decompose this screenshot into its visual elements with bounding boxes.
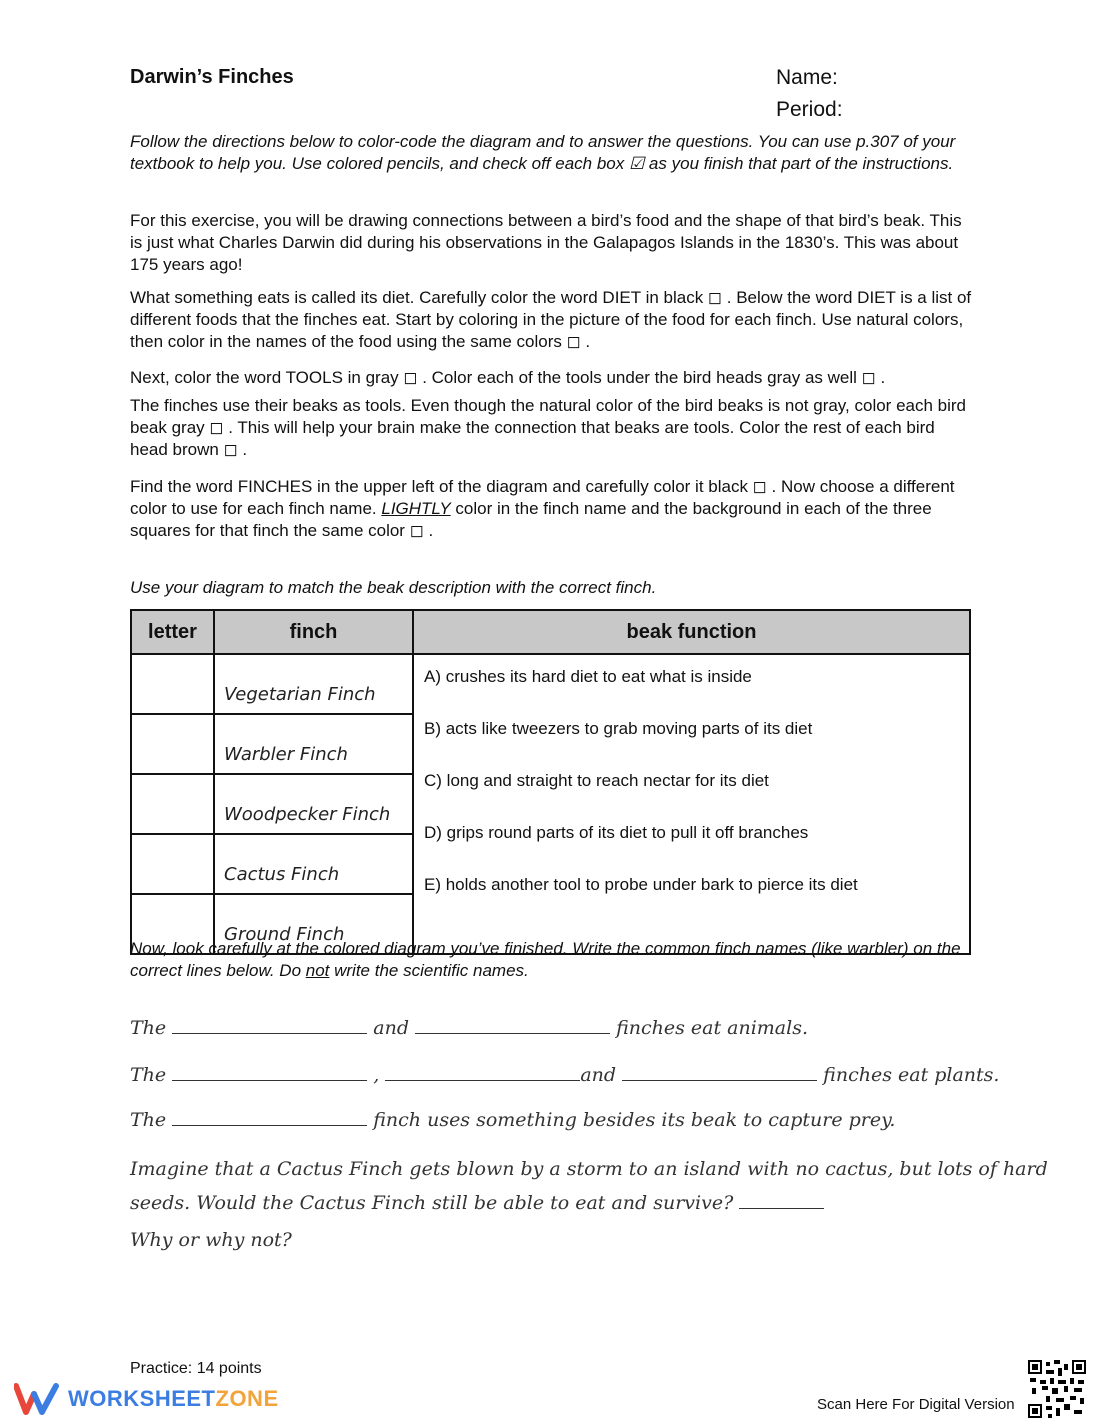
- beak-instructions: The finches use their beaks as tools. Even though the natural color of the bird beaks is not gray, color each bird beak gray ◻ . This will help your brain make the connection that beaks are tools. Color the rest of each bird head brown ◻ .: [130, 396, 966, 459]
- answer-blank[interactable]: [622, 1062, 817, 1081]
- lightly-emphasis: LIGHTLY: [381, 499, 451, 518]
- answer-blank[interactable]: [172, 1062, 367, 1081]
- finch-name-cell: Woodpecker Finch: [214, 774, 413, 834]
- why-prompt: Why or why not?: [130, 1229, 292, 1251]
- finch-name-cell: Cactus Finch: [214, 834, 413, 894]
- finches-instructions-b: color in the finch name and the background in each of the three squares for that finch the same color ◻ .: [130, 499, 932, 540]
- function-item: C) long and straight to reach nectar for its diet: [424, 771, 769, 790]
- the-word: The: [130, 1109, 167, 1131]
- answer-blank[interactable]: [385, 1062, 580, 1081]
- function-item: B) acts like tweezers to grab moving parts of its diet: [424, 719, 813, 738]
- and-word: and: [373, 1017, 409, 1039]
- table-row: [131, 654, 970, 714]
- logo-text-zone: ZONE: [215, 1386, 279, 1411]
- finch-name-cell: Vegetarian Finch: [214, 654, 413, 714]
- period-label: Period:: [776, 98, 843, 121]
- scan-label: Scan Here For Digital Version: [817, 1396, 1015, 1413]
- comma: ,: [373, 1064, 380, 1086]
- qr-code-icon[interactable]: [1028, 1360, 1086, 1418]
- logo-text-worksheet: WORKSHEET: [68, 1386, 216, 1411]
- tools-instructions: Next, color the word TOOLS in gray ◻ . Color each of the tools under the bird heads gray as well ◻ .: [130, 368, 886, 387]
- matching-table: [130, 609, 971, 955]
- function-item: D) grips round parts of its diet to pull it off branches: [424, 823, 809, 842]
- finch-name-cell: Warbler Finch: [214, 714, 413, 774]
- beak-functions-cell: [413, 654, 970, 954]
- match-instruction: Use your diagram to match the beak description with the correct finch.: [130, 578, 657, 597]
- names-instruction: [130, 938, 975, 982]
- line-end: finch uses something besides its beak to capture prey.: [373, 1109, 896, 1131]
- names-instruction-a: Now, look carefully at the colored diagram you’ve finished. Write the common finch names (like warbler) on the correct lines below. Do: [130, 939, 961, 980]
- not-emphasis: not: [305, 961, 330, 980]
- finches-instructions: [130, 476, 975, 542]
- animals-line: [130, 1015, 808, 1039]
- answer-blank[interactable]: [415, 1015, 610, 1034]
- letter-answer-cell[interactable]: [131, 774, 214, 834]
- the-word: The: [130, 1064, 167, 1086]
- names-instruction-b: write the scientific names.: [329, 961, 529, 980]
- intro-directions: Follow the directions below to color-code the diagram and to answer the questions. You can use p.307 of your textbook to help you. Use colored pencils, and check off each box ☑ as you finish that part of the instructions.: [130, 132, 956, 173]
- letter-answer-cell[interactable]: [131, 654, 214, 714]
- answer-blank[interactable]: [172, 1107, 367, 1126]
- finches-instructions-a: Find the word FINCHES in the upper left of the diagram and carefully color it black ◻ . Now choose a different color to use for each finch name.: [130, 477, 955, 518]
- letter-answer-cell[interactable]: [131, 714, 214, 774]
- practice-points: Practice: 14 points: [130, 1360, 262, 1377]
- header-finch: finch: [214, 610, 413, 654]
- line-end: finches eat plants.: [823, 1064, 1000, 1086]
- diet-instructions: What something eats is called its diet. Carefully color the word DIET in black ◻ . Below the word DIET is a list of different foods that the finches eat. Start by coloring in the picture of the food for each finch. Use natural colors, then color in the names of the food using the same colors ◻ .: [130, 288, 972, 351]
- the-word: The: [130, 1017, 167, 1039]
- function-item: E) holds another tool to probe under bark to pierce its diet: [424, 875, 858, 894]
- page-title: Darwin’s Finches: [130, 66, 294, 88]
- name-label: Name:: [776, 66, 838, 89]
- question-line-2: [130, 1190, 824, 1214]
- answer-blank[interactable]: [739, 1190, 824, 1209]
- answer-blank[interactable]: [172, 1015, 367, 1034]
- logo-text: [68, 1386, 279, 1412]
- header-beak-function: beak function: [413, 610, 970, 654]
- header-letter: letter: [131, 610, 214, 654]
- plants-line: [130, 1062, 999, 1086]
- worksheetzone-logo: [14, 1382, 279, 1416]
- and-word: and: [580, 1064, 617, 1086]
- function-item: A) crushes its hard diet to eat what is inside: [424, 667, 752, 686]
- intro-exercise: For this exercise, you will be drawing connections between a bird’s food and the shape of that bird’s beak. This is just what Charles Darwin did during his observations in the Galapagos Islands in the 1830’s. This was about 175 years ago!: [130, 211, 962, 274]
- question-text: seeds. Would the Cactus Finch still be able to eat and survive?: [130, 1192, 734, 1214]
- prey-line: [130, 1107, 895, 1131]
- logo-w-icon: [14, 1382, 60, 1416]
- finch-name-cell: Ground Finch: [214, 894, 413, 954]
- letter-answer-cell[interactable]: [131, 834, 214, 894]
- question-line-1: Imagine that a Cactus Finch gets blown by a storm to an island with no cactus, but lots of hard: [130, 1158, 1048, 1180]
- line-end: finches eat animals.: [616, 1017, 808, 1039]
